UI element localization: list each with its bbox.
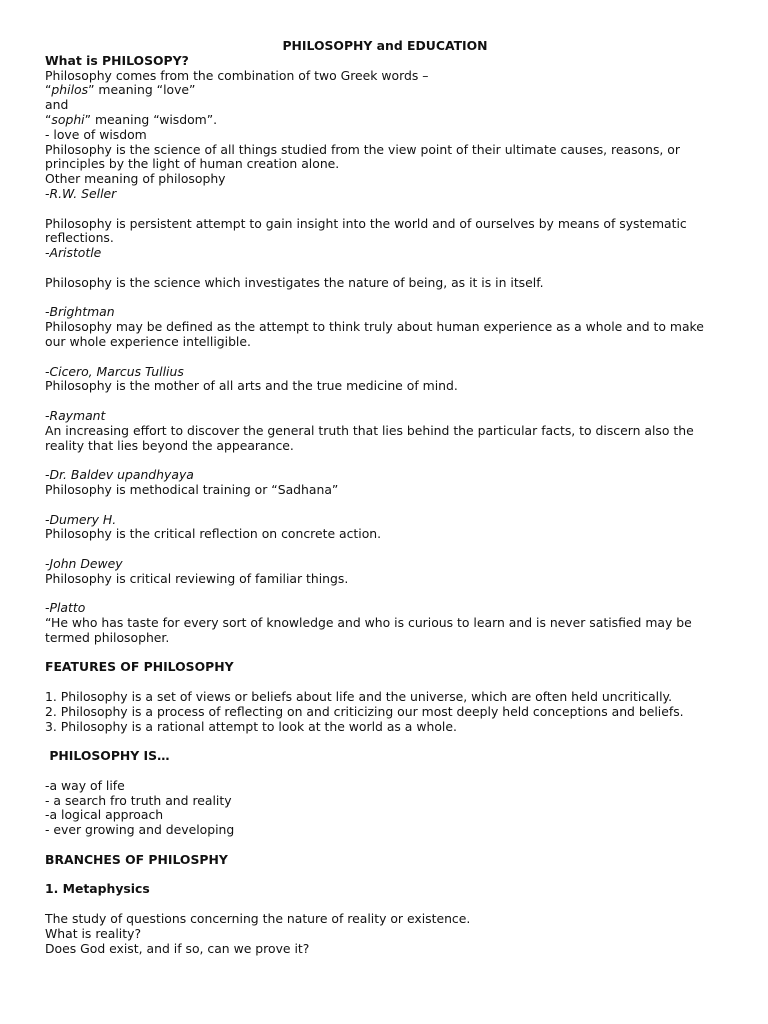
definition-brightman: Philosophy may be defined as the attempt to think truly about human experience as a whole and to make our whole experience intelligible.	[45, 319, 704, 349]
definition-cicero: Philosophy is the mother of all arts and the true medicine of mind.	[45, 378, 458, 394]
author-brightman: -Brightman	[45, 304, 115, 320]
metaphysics-heading: 1. Metaphysics	[45, 881, 150, 897]
philos-line: “philos” meaning “love”	[45, 82, 196, 98]
what-is-heading: What is PHILOSOPY?	[45, 52, 189, 68]
definition-seller: Philosophy is persistent attempt to gain insight into the world and of ourselves by means of systematic reflections.	[45, 215, 687, 246]
definition-aristotle: Philosophy is the science which investigates the nature of being, as it is in itself.	[45, 274, 544, 290]
philosophy-is-heading: PHILOSOPHY IS…	[45, 748, 170, 764]
love-of-wisdom: - love of wisdom	[45, 126, 147, 142]
definition-upandhyaya: Philosophy is methodical training or “Sadhana”	[45, 481, 339, 497]
metaphysics-line: The study of questions concerning the nature of reality or existence.	[45, 911, 471, 927]
and-line: and	[45, 97, 69, 113]
feature-item: 3. Philosophy is a rational attempt to look at the world as a whole.	[45, 718, 457, 734]
author-seller: -R.W. Seller	[45, 185, 117, 201]
author-dewey: -John Dewey	[45, 555, 123, 571]
philos-word: philos	[51, 82, 89, 98]
sophi-line: “sophi” meaning “wisdom”.	[45, 111, 218, 127]
document-title: PHILOSOPHY and EDUCATION	[282, 38, 488, 53]
feature-item: 1. Philosophy is a set of views or beliefs about life and the universe, which are often held uncritically.	[45, 689, 673, 705]
philosophy-is-item: -a logical approach	[45, 807, 164, 823]
sophi-word: sophi	[51, 111, 85, 127]
metaphysics-line: Does God exist, and if so, can we prove it?	[45, 940, 310, 956]
feature-item: 2. Philosophy is a process of reflecting on and criticizing our most deeply held conceptions and beliefs.	[45, 703, 684, 719]
document-body	[45, 39, 725, 956]
features-heading: FEATURES OF PHILOSOPHY	[45, 659, 234, 675]
other-meaning-line: Other meaning of philosophy	[45, 171, 226, 187]
branches-heading: BRANCHES OF PHILOSPHY	[45, 851, 228, 867]
definition-paragraph: Philosophy is the science of all things studied from the view point of their ultimate causes, reasons, or principles by the light of human creation alone.	[45, 141, 680, 172]
philosophy-is-item: - ever growing and developing	[45, 822, 235, 838]
author-upandhyaya: -Dr. Baldev upandhyaya	[45, 467, 194, 483]
definition-platto: “He who has taste for every sort of knowledge and who is curious to learn and is never satisfied may be termed philosopher.	[45, 615, 692, 645]
author-cicero: -Cicero, Marcus Tullius	[45, 363, 184, 379]
definition-dewey: Philosophy is critical reviewing of familiar things.	[45, 570, 349, 586]
philosophy-is-item: -a way of life	[45, 777, 125, 793]
author-platto: -Platto	[45, 600, 86, 616]
author-dumery: -Dumery H.	[45, 511, 117, 527]
definition-dumery: Philosophy is the critical reflection on concrete action.	[45, 526, 382, 542]
philosophy-is-item: - a search fro truth and reality	[45, 792, 232, 808]
metaphysics-line: What is reality?	[45, 925, 142, 941]
definition-raymant: An increasing effort to discover the general truth that lies behind the particular facts, to discern also the reality that lies beyond the appearance.	[45, 422, 694, 453]
intro-line: Philosophy comes from the combination of two Greek words –	[45, 67, 429, 83]
author-aristotle: -Aristotle	[45, 245, 102, 261]
author-raymant: -Raymant	[45, 407, 106, 423]
